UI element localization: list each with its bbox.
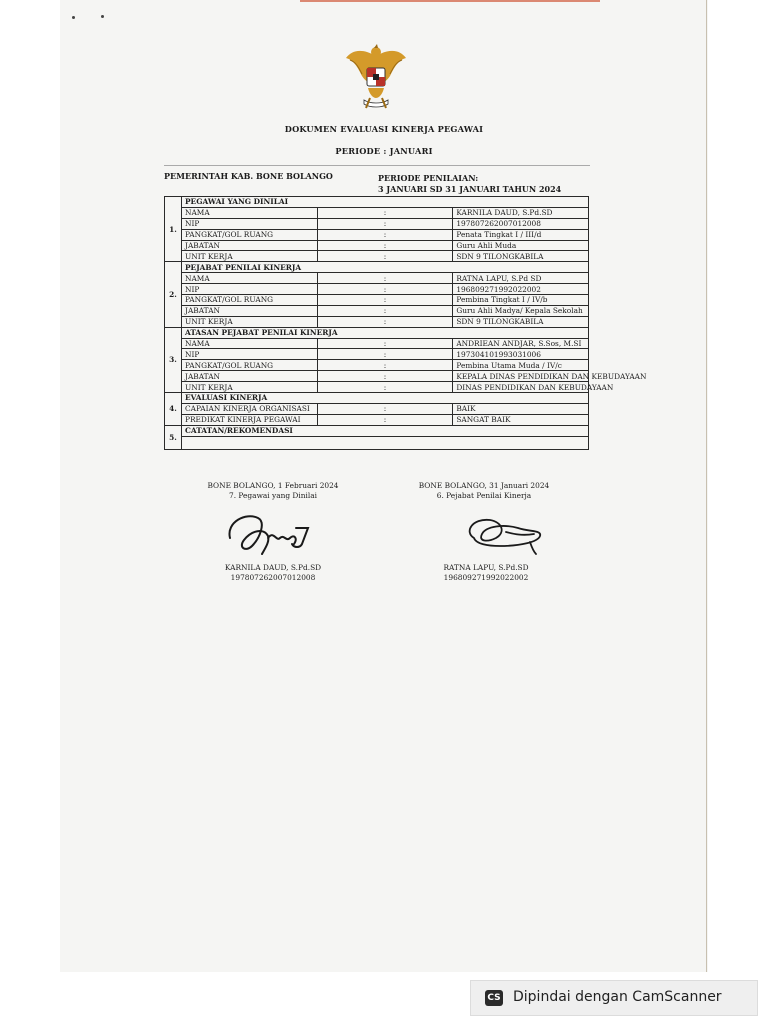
- field-value: SDN 9 TILONGKABILA: [453, 316, 589, 327]
- table-row: [165, 371, 589, 382]
- table-row: [165, 360, 589, 371]
- field-label: CAPAIAN KINERJA ORGANISASI: [182, 403, 318, 414]
- field-label: UNIT KERJA: [182, 316, 318, 327]
- left-signer: [173, 563, 373, 583]
- field-colon: :: [317, 284, 453, 295]
- left-place-date: BONE BOLANGO, 1 Februari 2024: [207, 481, 339, 490]
- field-colon: :: [317, 218, 453, 229]
- table-row: [165, 382, 589, 393]
- camscanner-logo-icon: CS: [485, 990, 503, 1006]
- field-colon: :: [317, 273, 453, 284]
- table-row: [165, 349, 589, 360]
- field-value: KARNILA DAUD, S.Pd.SD: [453, 207, 589, 218]
- field-label: PANGKAT/GOL RUANG: [182, 295, 318, 306]
- field-colon: :: [317, 338, 453, 349]
- section-number: 4.: [165, 393, 182, 426]
- scanner-watermark: [470, 980, 758, 1016]
- section-title: CATATAN/REKOMENDASI: [182, 425, 589, 436]
- right-signer-name: RATNA LAPU, S.Pd.SD: [443, 563, 529, 572]
- field-colon: :: [317, 305, 453, 316]
- table-row: [165, 251, 589, 262]
- document-period: PERIODE : JANUARI: [335, 146, 433, 156]
- scanner-watermark-text: Dipindai dengan CamScanner: [513, 989, 722, 1005]
- section-number: 3.: [165, 327, 182, 392]
- field-colon: :: [317, 349, 453, 360]
- field-value: SANGAT BAIK: [453, 414, 589, 425]
- field-label: UNIT KERJA: [182, 382, 318, 393]
- section-number: 1.: [165, 197, 182, 262]
- scan-speck: [101, 15, 104, 18]
- left-signature-block: [173, 481, 373, 501]
- left-signer-nip: 197807262007012008: [230, 573, 316, 582]
- field-value: Pembina Utama Muda / IV/c: [453, 360, 589, 371]
- right-signer: [386, 563, 586, 583]
- field-label: NAMA: [182, 338, 318, 349]
- field-colon: :: [317, 414, 453, 425]
- field-value: Penata Tingkat I / III/d: [453, 229, 589, 240]
- left-role: 7. Pegawai yang Dinilai: [229, 491, 317, 500]
- field-value: BAIK: [453, 403, 589, 414]
- section-number: 2.: [165, 262, 182, 327]
- assessment-period-label: PERIODE PENILAIAN:: [378, 173, 479, 183]
- field-colon: :: [317, 295, 453, 306]
- government-name: PEMERINTAH KAB. BONE BOLANGO: [164, 171, 333, 181]
- field-colon: :: [317, 403, 453, 414]
- section-header-row: [165, 197, 589, 208]
- right-signer-nip: 196809271992022002: [443, 573, 529, 582]
- field-value: Pembina Tingkat I / IV/b: [453, 295, 589, 306]
- scan-speck: [72, 16, 75, 19]
- header-divider: [164, 165, 590, 166]
- document-title: DOKUMEN EVALUASI KINERJA PEGAWAI: [284, 124, 484, 134]
- section-header-row: [165, 393, 589, 404]
- section-title: ATASAN PEJABAT PENILAI KINERJA: [182, 327, 589, 338]
- page-top-edge: [300, 0, 600, 2]
- right-handwritten-signature: [460, 512, 546, 556]
- table-row: [165, 284, 589, 295]
- left-handwritten-signature: [224, 508, 314, 558]
- field-value: KEPALA DINAS PENDIDIKAN DAN KEBUDAYAAN: [453, 371, 589, 382]
- field-colon: :: [317, 207, 453, 218]
- field-label: NAMA: [182, 273, 318, 284]
- field-colon: :: [317, 251, 453, 262]
- notes-cell: [182, 436, 589, 449]
- field-label: JABATAN: [182, 371, 318, 382]
- field-colon: :: [317, 360, 453, 371]
- section-title: PEJABAT PENILAI KINERJA: [182, 262, 589, 273]
- evaluation-table: [164, 196, 647, 450]
- section-number: 5.: [165, 425, 182, 449]
- field-label: UNIT KERJA: [182, 251, 318, 262]
- field-value: Guru Ahli Madya/ Kepala Sekolah: [453, 305, 589, 316]
- field-value: ANDRIEAN ANDJAR, S.Sos, M.SI: [453, 338, 589, 349]
- field-value: RATNA LAPU, S.Pd SD: [453, 273, 589, 284]
- field-value: SDN 9 TILONGKABILA: [453, 251, 589, 262]
- table-row: [165, 240, 589, 251]
- field-label: PANGKAT/GOL RUANG: [182, 360, 318, 371]
- table-row: [165, 229, 589, 240]
- field-colon: :: [317, 371, 453, 382]
- field-label: PANGKAT/GOL RUANG: [182, 229, 318, 240]
- field-label: NIP: [182, 218, 318, 229]
- table-row: [165, 338, 589, 349]
- field-value: 196809271992022002: [453, 284, 589, 295]
- notes-row: [165, 436, 589, 449]
- section-header-row: [165, 425, 589, 436]
- right-place-date: BONE BOLANGO, 31 Januari 2024: [418, 481, 550, 490]
- table-row: [165, 273, 589, 284]
- table-row: [165, 207, 589, 218]
- field-colon: :: [317, 240, 453, 251]
- table-row: [165, 403, 589, 414]
- field-label: PREDIKAT KINERJA PEGAWAI: [182, 414, 318, 425]
- garuda-emblem-icon: [344, 42, 408, 112]
- field-label: NAMA: [182, 207, 318, 218]
- table-row: [165, 305, 589, 316]
- right-role: 6. Pejabat Penilai Kinerja: [436, 491, 532, 500]
- field-colon: :: [317, 382, 453, 393]
- table-row: [165, 218, 589, 229]
- field-value: 197304101993031006: [453, 349, 589, 360]
- field-value: Guru Ahli Muda: [453, 240, 589, 251]
- field-label: NIP: [182, 284, 318, 295]
- right-signature-block: [384, 481, 584, 501]
- field-label: JABATAN: [182, 240, 318, 251]
- field-value: DINAS PENDIDIKAN DAN KEBUDAYAAN: [453, 382, 589, 393]
- section-header-row: [165, 262, 589, 273]
- section-header-row: [165, 327, 589, 338]
- table-row: [165, 414, 589, 425]
- field-colon: :: [317, 316, 453, 327]
- table-row: [165, 295, 589, 306]
- table-row: [165, 316, 589, 327]
- field-label: JABATAN: [182, 305, 318, 316]
- field-colon: :: [317, 229, 453, 240]
- assessment-period-value: 3 JANUARI SD 31 JANUARI TAHUN 2024: [378, 184, 562, 194]
- field-value: 197807262007012008: [453, 218, 589, 229]
- section-title: PEGAWAI YANG DINILAI: [182, 197, 589, 208]
- section-title: EVALUASI KINERJA: [182, 393, 589, 404]
- field-label: NIP: [182, 349, 318, 360]
- left-signer-name: KARNILA DAUD, S.Pd.SD: [224, 563, 322, 572]
